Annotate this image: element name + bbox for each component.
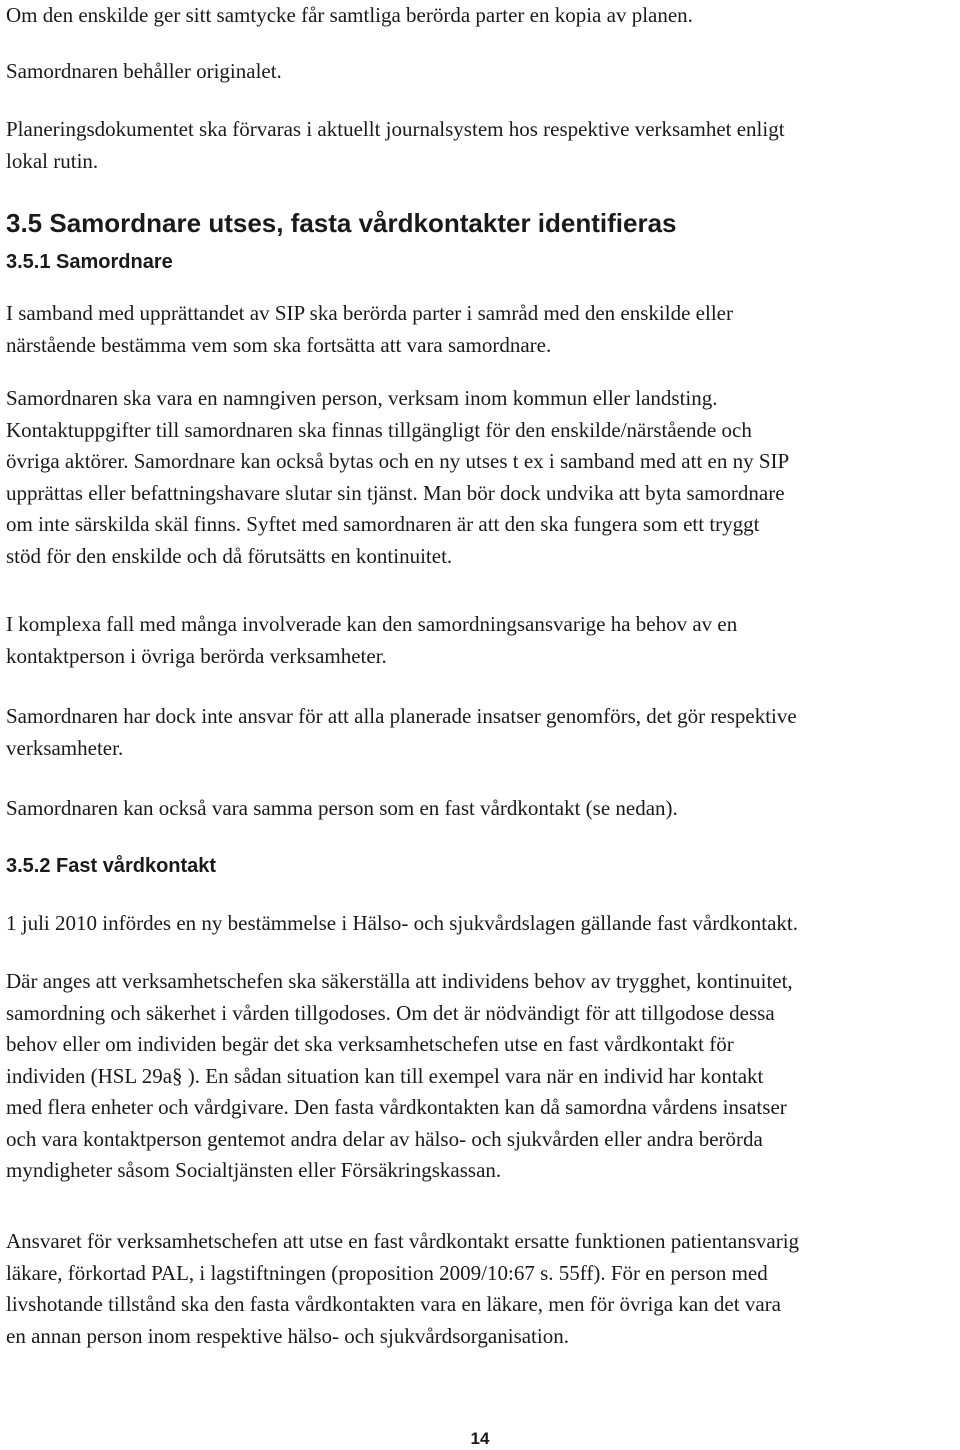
paragraph-original-kept [6,56,958,88]
text-line: kontaktperson i övriga berörda verksamheter. [6,643,387,668]
paragraph-same-person [6,793,958,825]
text-line: och vara kontaktperson gentemot andra delar av hälso- och sjukvården eller andra berörda [6,1126,763,1151]
text-line: Där anges att verksamhetschefen ska säkerställa att individens behov av trygghet, kontinuitet, [6,969,793,993]
paragraph-coordinator-role [6,383,958,572]
text-line: läkare, förkortad PAL, i lagstiftningen (proposition 2009/10:67 s. 55ff). För en person med [6,1260,768,1285]
paragraph-pal-replacement [6,1226,958,1352]
text-line: en annan person inom respektive hälso- och sjukvårdsorganisation. [6,1323,569,1348]
text-line: samordning och säkerhet i vården tillgodoses. Om det är nödvändigt för att tillgodose dessa [6,1000,775,1025]
text-line: myndigheter såsom Socialtjänsten eller Försäkringskassan. [6,1158,502,1182]
paragraph-storage [6,114,958,177]
text-line: Ansvaret för verksamhetschefen att utse en fast vårdkontakt ersatte funktionen patientansvarig [6,1229,800,1253]
text-line: Kontaktuppgifter till samordnaren ska finnas tillgängligt för den enskilde/närstående och [6,417,752,442]
paragraph-complex-cases [6,609,958,672]
text-line: Samordnaren behåller originalet. [6,59,282,83]
text-line: lokal rutin. [6,148,99,173]
text-line: närstående bestämma vem som ska fortsätta att vara samordnare. [6,332,552,357]
text-line: I komplexa fall med många involverade kan den samordningsansvarige ha behov av en [6,612,738,636]
text-line: Samordnaren kan också vara samma person som en fast vårdkontakt (se nedan). [6,796,678,820]
text-line: individen (HSL 29a§ ). En sådan situation kan till exempel vara när en individ har kontakt [6,1063,764,1088]
text-line: övriga aktörer. Samordnare kan också bytas och en ny utses t ex i samband med att en ny SIP [6,449,790,473]
text-line: med flera enheter och vårdgivare. Den fasta vårdkontakten kan då samordna vårdens insatser [6,1095,787,1119]
text-line: Samordnaren har dock inte ansvar för att alla planerade insatser genomförs, det gör respektive [6,704,797,728]
section-heading-3-5: 3.5 Samordnare utses, fasta vårdkontakter identifieras [6,208,677,238]
subsection-heading-3-5-2: 3.5.2 Fast vårdkontakt [6,855,217,877]
paragraph-responsibility [6,701,958,764]
text-line: stöd för den enskilde och då förutsätts en kontinuitet. [6,543,453,568]
text-line: upprättas eller befattningshavare slutar sin tjänst. Man bör dock undvika att byta samordnare [6,480,785,505]
text-line: I samband med upprättandet av SIP ska berörda parter i samråd med den enskilde eller [6,301,733,325]
page-number: 14 [470,1429,490,1448]
text-line: livshotande tillstånd ska den fasta vårdkontakten vara en läkare, men för övriga kan det vara [6,1292,781,1316]
text-line: om inte särskilda skäl finns. Syftet med samordnaren är att den ska fungera som ett tryggt [6,512,760,536]
text-line: 1 juli 2010 infördes en ny bestämmelse i Hälso- och sjukvårdslagen gällande fast vårdkontakt. [6,911,798,935]
paragraph-consent-copy [6,0,958,32]
paragraph-appoint-coordinator [6,298,958,361]
text-line: behov eller om individen begär det ska verksamhetschefen utse en fast vårdkontakt för [6,1032,734,1056]
subsection-heading-3-5-1: 3.5.1 Samordnare [6,251,173,273]
paragraph-new-law-2010 [6,908,958,940]
text-line: Planeringsdokumentet ska förvaras i aktuellt journalsystem hos respektive verksamhet enligt [6,117,785,141]
text-line: Om den enskilde ger sitt samtycke får samtliga berörda parter en kopia av planen. [6,3,693,27]
text-line: verksamheter. [6,735,124,760]
text-line: Samordnaren ska vara en namngiven person, verksam inom kommun eller landsting. [6,386,718,410]
paragraph-care-contact-duties [6,966,958,1187]
